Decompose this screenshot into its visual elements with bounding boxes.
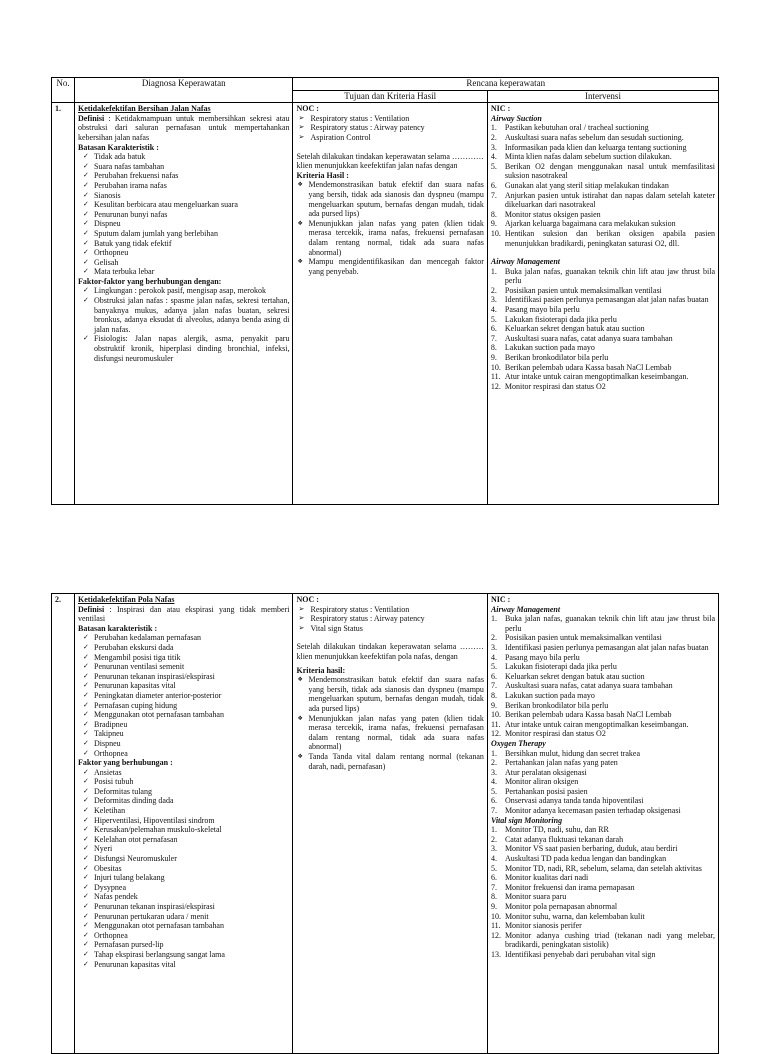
- criteria-item: ❖ Menunjukkan jalan nafas yang paten (klien tidak merasa tercekik, irama nafas, frekuensi pernafasan dalam rentang normal, tidak ada suara nafas abnormal): [296, 714, 483, 752]
- intervention-item-text: Informasikan pada klien dan keluarga tentang suctioning: [504, 142, 687, 152]
- characteristic-item-list: [78, 152, 289, 277]
- item-number: 8.: [490, 690, 497, 700]
- intervention-item-text: Monitor TD, nadi, suhu, dan RR: [504, 825, 609, 835]
- intervention-item-text: Berikan O2 dengan menggunakan nasal untuk memfasilitasi suksion nasotrakeal: [504, 161, 715, 181]
- definition-label: Definisi: [77, 113, 105, 123]
- intervention-item: [491, 825, 715, 835]
- outcome-intro: Setelah dilakukan tindakan keperawatan selama ………klien menunjukkan keefektifan pola nafas, dengan: [296, 642, 484, 661]
- item-number: 5.: [490, 314, 497, 324]
- item-number: 7.: [490, 681, 497, 691]
- intervention-item-list: [491, 749, 715, 816]
- item-number: 9.: [490, 353, 497, 363]
- item-number: 13.: [490, 949, 501, 959]
- item-number: 5.: [490, 786, 497, 796]
- characteristic-item: ✓ Pernafasan cuping hidung: [78, 701, 289, 711]
- intervention-item-text: Berikan pelembab udara Kassa basah NaCl Lembab: [504, 710, 672, 720]
- intervention-item-text: Identifikasi penyebab dari perubahan vital sign: [504, 949, 656, 959]
- intervention-item: [491, 835, 715, 845]
- intervention-item-text: Monitor respirasi dan status O2: [504, 729, 606, 739]
- item-number: 6.: [490, 671, 497, 681]
- definition-text: : Ketidakmampuan untuk membersihkan sekresi atau obstruksi dari saluran pernafasan untuk mempertahankan kebersihan jalan nafas: [77, 113, 290, 142]
- item-number: 5.: [490, 161, 497, 171]
- intervention-item-text: Monitor adanya cushing triad (tekanan nadi yang melebar, bradikardi, peningkatan sistolik): [504, 930, 715, 950]
- related-factor-item: ✓ Obesitas: [78, 864, 289, 874]
- intervention-item-text: Onservasi adanya tanda tanda hipoventilasi: [504, 796, 644, 806]
- characteristic-item: ✓ Peningkatan diameter anterior-posterior: [78, 691, 289, 701]
- item-number: 3.: [490, 844, 497, 854]
- criteria-item: ❖ Mampu mengidentifikasikan dan mencegah faktor yang penyebab.: [296, 257, 483, 276]
- related-factor-item: ✓ Disfungsi Neuromuskuler: [78, 854, 289, 864]
- intervention-item-text: Atur peralatan oksigenasi: [504, 767, 587, 777]
- related-factor-item: ✓ Penurunan kapasitas vital: [78, 960, 289, 970]
- noc-item: ➢ Respiratory status : Airway patency: [296, 614, 483, 624]
- intervention-item-text: Monitor respirasi dan status O2: [504, 381, 606, 391]
- intervention-item: [491, 864, 715, 874]
- diagnosis-title: Ketidakefektifan Bersihan Jalan Nafas: [77, 104, 211, 114]
- intervention-item: [491, 950, 715, 960]
- related-factor-item-list: [78, 768, 289, 969]
- definition-text: : Inspirasi dan atau ekspirasi yang tidak memberi ventilasi: [78, 604, 290, 624]
- item-number: 1.: [490, 748, 497, 758]
- intervention-item-text: Lakukan suction pada mayo: [504, 343, 595, 353]
- characteristic-item-list: [78, 633, 289, 758]
- noc-label: NOC :: [296, 104, 319, 114]
- header-tujuan: Tujuan dan Kriteria Hasil: [293, 90, 487, 103]
- characteristic-item: ✓ Perubahan irama nafas: [78, 181, 289, 191]
- intervention-group-title: Airway Management: [490, 257, 561, 267]
- intervention-item: [491, 681, 715, 691]
- related-factor-item: ✓ Menggunakan otot pernafasan tambahan: [78, 921, 289, 931]
- intervention-item: [491, 653, 715, 663]
- characteristics-label: Batasan Karakteristik :: [77, 142, 159, 152]
- item-number: 1.: [490, 825, 497, 835]
- outcome-cell: [293, 103, 487, 505]
- intervention-item: [491, 787, 715, 797]
- intervention-item: [491, 729, 715, 739]
- diagnosis-cell: [75, 594, 293, 1054]
- item-number: 4.: [490, 777, 497, 787]
- intervention-item-text: Auskultasi suara nafas, catat adanya suara tambahan: [504, 333, 673, 343]
- related-factor-item: ✓ Orthopnea: [78, 931, 289, 941]
- characteristic-item: ✓ Tidak ada batuk: [78, 152, 289, 162]
- item-number: 6.: [490, 873, 497, 883]
- intervention-item-list: [491, 614, 715, 739]
- characteristic-item: ✓ Penurunan ventilasi semenit: [78, 662, 289, 672]
- related-factor-item: ✓ Deformitas tulang: [78, 787, 289, 797]
- intervention-item-text: Atur intake untuk cairan mengoptimalkan keseimbangan.: [504, 719, 689, 729]
- intervention-item: [491, 363, 715, 373]
- intervention-item-text: Catat adanya fluktuasi tekanan darah: [504, 834, 624, 844]
- related-factor-item: ✓ Kerusakan/pelemahan muskulo-skeletal: [78, 825, 289, 835]
- item-number: 4.: [490, 854, 497, 864]
- noc-item: ➢ Aspiration Control: [296, 133, 483, 143]
- item-number: 12.: [490, 381, 501, 391]
- item-number: 12.: [490, 930, 501, 940]
- intervention-item: [491, 229, 715, 248]
- intervention-item: [491, 844, 715, 854]
- related-factor-item: ✓ Tahap ekspirasi berlangsung sangat lama: [78, 950, 289, 960]
- related-factor-item-list: [78, 286, 289, 363]
- characteristic-item: ✓ Penurunan tekanan inspirasi/ekspirasi: [78, 672, 289, 682]
- intervention-item: [491, 758, 715, 768]
- intervention-group-title: Vital sign Monitoring: [490, 815, 563, 825]
- characteristic-item: ✓ Sputum dalam jumlah yang berlebihan: [78, 229, 289, 239]
- intervention-item-text: Monitor VS saat pasien berbaring, duduk, atau berdiri: [504, 844, 678, 854]
- item-number: 8.: [490, 209, 497, 219]
- intervention-item: [491, 883, 715, 893]
- characteristic-item: ✓ Kesulitan berbicara atau mengeluarkan suara: [78, 200, 289, 210]
- related-factor-item: ✓ Obstruksi jalan nafas : spasme jalan nafas, sekresi tertahan, banyaknya mukus, adanya jalan nafas buatan, sekresi bronkus, adanya eksudat di alveolus, adanya benda asing di jalan nafas.: [78, 296, 289, 334]
- header-intervensi: Intervensi: [487, 90, 718, 103]
- intervention-group-title: Airway Suction: [490, 113, 542, 123]
- characteristic-item: ✓ Penurunan kapasitas vital: [78, 681, 289, 691]
- intervention-item: [491, 372, 715, 382]
- related-factor-item: ✓ Pernafasan pursed-lip: [78, 940, 289, 950]
- noc-item: ➢ Respiratory status : Ventilation: [296, 114, 483, 124]
- intervention-item-text: Auskultasi suara nafas sebelum dan sesudah suctioning.: [504, 132, 684, 142]
- intervention-item-text: Pasang mayo bila perlu: [504, 305, 580, 315]
- intervention-item: [491, 701, 715, 711]
- item-number: 4.: [490, 305, 497, 315]
- intervention-item-text: Ajarkan keluarga bagaimana cara melakukan suksion: [504, 219, 676, 229]
- intervention-item-list: [491, 267, 715, 392]
- intervention-item-text: Identifikasi pasien perlunya pemasangan alat jalan nafas buatan: [504, 295, 709, 305]
- item-number: 6.: [490, 796, 497, 806]
- care-plan-table-2: [51, 593, 719, 1054]
- intervention-item: [491, 315, 715, 325]
- characteristic-item: ✓ Sianosis: [78, 191, 289, 201]
- intervention-item-text: Berikan bronkodilator bila perlu: [504, 700, 609, 710]
- criteria-item: ❖ Mendemonstrasikan batuk efektif dan suara nafas yang bersih, tidak ada sianosis dan dyspneu (mampu mengeluarkan sputum, bernafas dengan mudah, tidak ada pursed lips): [296, 675, 483, 713]
- intervention-item-text: Anjurkan pasien untuk istirahat dan napas dalam setelah kateter dikeluarkan dari nasotrakeal: [504, 190, 715, 210]
- header-no: No.: [52, 78, 75, 103]
- intervention-item-text: Pertahankan jalan nafas yang paten: [504, 758, 618, 768]
- related-factors-label: Faktor yang berhubungan :: [78, 758, 173, 768]
- characteristic-item: ✓ Perubahan frekuensi nafas: [78, 171, 289, 181]
- item-number: 10.: [490, 362, 501, 372]
- intervention-item: [491, 267, 715, 286]
- intervention-item-text: Monitor aliran oksigen: [504, 777, 579, 787]
- intervention-item-text: Monitor suhu, warna, dan kelembaban kulit: [504, 911, 645, 921]
- characteristic-item: ✓ Mata terbuka lebar: [78, 267, 289, 277]
- intervention-item: [491, 796, 715, 806]
- intervention-item-text: Lakukan fisioterapi dada jika perlu: [504, 662, 617, 672]
- related-factor-item: ✓ Penurunan pertukaran udara / menit: [78, 912, 289, 922]
- intervention-item-text: Gunakan alat yang steril sitiap melakukan tindakan: [504, 180, 669, 190]
- criteria-item-list: [296, 675, 483, 771]
- intervention-item: [491, 710, 715, 720]
- outcome-intro: Setelah dilakukan tindakan keperawatan selama …………klien menunjukkan keefektifan jalan nafas dengan: [296, 151, 484, 171]
- criteria-item-list: [296, 180, 483, 276]
- intervention-item-text: Keluarkan sekret dengan batuk atau suction: [504, 671, 645, 681]
- nic-label: NIC :: [490, 104, 511, 114]
- intervention-item-text: Monitor adanya kecemasan pasien terhadap oksigenasi: [504, 806, 681, 816]
- intervention-item-text: Auskultasi suara nafas, catat adanya suara tambahan: [504, 681, 673, 691]
- intervention-item: [491, 873, 715, 883]
- item-number: 4.: [490, 152, 497, 162]
- item-number: 8.: [490, 892, 497, 902]
- diagnosis-title: Ketidakefektifan Pola Nafas: [78, 595, 175, 604]
- intervention-item: [491, 691, 715, 701]
- intervention-cell: [487, 594, 718, 1054]
- intervention-item: [491, 633, 715, 643]
- item-number: 10.: [490, 911, 501, 921]
- row-number: 2.: [52, 594, 75, 1054]
- item-number: 9.: [490, 219, 497, 229]
- intervention-item-text: Monitor sianosis perifer: [504, 921, 582, 931]
- intervention-item-text: Bersihkan mulut, hidung dan secret trakea: [504, 748, 641, 758]
- intervention-item-text: Atur intake untuk cairan mengoptimalkan keseimbangan.: [504, 372, 689, 382]
- header-rencana: Rencana keperawatan: [293, 78, 719, 91]
- definition-label: Definisi: [78, 604, 105, 614]
- related-factor-item: ✓ Ansietas: [78, 768, 289, 778]
- characteristic-item: ✓ Bradipneu: [78, 720, 289, 730]
- definition: [78, 605, 289, 624]
- related-factor-item: ✓ Nyeri: [78, 844, 289, 854]
- intervention-item-text: Monitor suara paru: [504, 892, 567, 902]
- spacer: [491, 248, 715, 257]
- intervention-item: [491, 614, 715, 633]
- intervention-item: [491, 643, 715, 653]
- intervention-item-text: Pastikan kebutuhan oral / tracheal suctioning: [504, 123, 649, 133]
- outcome-cell: [293, 594, 487, 1054]
- characteristics-label: Batasan karakteristik :: [78, 623, 158, 633]
- criteria-item: ❖ Tanda Tanda vital dalam rentang normal (tekanan darah, nadi, pernafasan): [296, 752, 483, 771]
- criteria-item: ❖ Menunjukkan jalan nafas yang paten (klien tidak merasa tercekik, irama nafas, frekuensi pernafasan dalam rentang normal, tidak ada suara nafas abnormal): [296, 219, 483, 257]
- characteristic-item: ✓ Batuk yang tidak efektif: [78, 239, 289, 249]
- intervention-item: [491, 162, 715, 181]
- item-number: 9.: [490, 902, 497, 911]
- intervention-item: [491, 931, 715, 950]
- intervention-item: [491, 382, 715, 392]
- intervention-item-text: Monitor TD, nadi, RR, sebelum, selama, dan setelah aktivitas: [504, 863, 702, 873]
- related-factor-item: ✓ Lingkungan : perokok pasif, mengisap asap, merokok: [78, 286, 289, 296]
- intervention-item-text: Auskultasi TD pada kedua lengan dan bandingkan: [504, 854, 667, 864]
- characteristic-item: ✓ Takipneu: [78, 729, 289, 739]
- intervention-item: [491, 720, 715, 730]
- characteristic-item: ✓ Mengambil posisi tiga titik: [78, 653, 289, 663]
- diagnosis-cell: [74, 103, 292, 505]
- intervention-item: [491, 191, 715, 210]
- intervention-item: [491, 286, 715, 296]
- intervention-item: [491, 133, 715, 143]
- item-number: 3.: [490, 142, 497, 152]
- intervention-item: [491, 219, 715, 229]
- item-number: 2.: [490, 285, 497, 295]
- item-number: 2.: [490, 758, 497, 768]
- item-number: 12.: [490, 729, 501, 739]
- item-number: 11.: [490, 372, 501, 382]
- noc-item: ➢ Respiratory status : Airway patency: [296, 123, 483, 133]
- criteria-label: Kriteria Hasil :: [296, 170, 349, 180]
- related-factor-item: ✓ Nafas pendek: [78, 892, 289, 902]
- intervention-item: [491, 343, 715, 353]
- related-factor-item: ✓ Fisiologis: Jalan napas alergik, asma, penyakit paru obstruktif kronik, hiperplasi dinding bronchial, infeksi, disfungsi neuromuskuler: [78, 334, 289, 363]
- spacer: [296, 143, 483, 152]
- intervention-item-text: Berikan bronkodilator bila perlu: [504, 353, 609, 363]
- item-number: 1.: [490, 614, 497, 624]
- characteristic-item: ✓ Penurunan bunyi nafas: [78, 210, 289, 220]
- related-factor-item: ✓ Keletihan: [78, 806, 289, 816]
- intervention-item: [491, 902, 715, 912]
- item-number: 7.: [490, 882, 497, 892]
- intervention-item: [491, 353, 715, 363]
- intervention-item-text: Posisikan pasien untuk memaksimalkan ventilasi: [504, 285, 662, 295]
- related-factors-label: Faktor-faktor yang berhubungan dengan:: [77, 276, 222, 286]
- intervention-item-text: Berikan pelembab udara Kassa basah NaCl Lembab: [504, 362, 672, 372]
- intervention-item-text: Buka jalan nafas, guanakan teknik chin lift atau jaw thrust bila perlu: [504, 266, 715, 286]
- item-number: 11.: [490, 921, 501, 931]
- care-plan-table-1: [51, 77, 719, 505]
- item-number: 7.: [490, 190, 497, 200]
- intervention-item: [491, 334, 715, 344]
- item-number: 2.: [490, 834, 497, 844]
- related-factor-item: ✓ Deformitas dinding dada: [78, 796, 289, 806]
- intervention-item-list: [491, 123, 715, 248]
- intervention-item: [491, 295, 715, 305]
- noc-label: NOC :: [296, 595, 319, 604]
- item-number: 6.: [490, 180, 497, 190]
- item-number: 5.: [490, 662, 497, 672]
- intervention-cell: [487, 103, 718, 505]
- item-number: 2.: [490, 132, 497, 142]
- intervention-item: [491, 152, 715, 162]
- table-row: [52, 103, 719, 505]
- item-number: 6.: [490, 324, 497, 334]
- intervention-item: [491, 662, 715, 672]
- noc-item-list: [296, 605, 483, 634]
- intervention-item-text: Monitor frekuensi dan irama pernapasan: [504, 882, 635, 892]
- nic-label: NIC :: [490, 595, 511, 604]
- intervention-item: [491, 324, 715, 334]
- item-number: 10.: [490, 228, 501, 238]
- characteristic-item: ✓ Perubahan kedalaman pernafasan: [78, 633, 289, 643]
- noc-item: ➢ Respiratory status : Ventilation: [296, 605, 483, 615]
- item-number: 11.: [490, 719, 501, 729]
- intervention-item-text: Monitor pola pernapasan abnormal: [504, 902, 618, 911]
- characteristic-item: ✓ Gelisah: [78, 258, 289, 268]
- related-factor-item: ✓ Dysypnea: [78, 883, 289, 893]
- characteristic-item: ✓ Perubahan ekskursi dada: [78, 643, 289, 653]
- intervention-item: [491, 305, 715, 315]
- definition: [78, 114, 289, 143]
- intervention-item: [491, 892, 715, 902]
- intervention-item: [491, 181, 715, 191]
- item-number: 4.: [490, 652, 497, 662]
- intervention-item: [491, 672, 715, 682]
- item-number: 3.: [490, 767, 497, 777]
- criteria-item: ❖ Mendemonstrasikan batuk efektif dan suara nafas yang bersih, tidak ada sianosis dan dyspneu (mampu mengeluarkan sputum, bernafas dengan mudah, tidak ada pursed lips): [296, 180, 483, 218]
- related-factor-item: ✓ Posisi tubuh: [78, 777, 289, 787]
- intervention-item: [491, 912, 715, 922]
- noc-item-list: [296, 114, 483, 143]
- item-number: 7.: [490, 806, 497, 816]
- characteristic-item: ✓ Orthopnea: [78, 749, 289, 759]
- intervention-item-text: Keluarkan sekret dengan batuk atau suction: [504, 324, 645, 334]
- table-row: [52, 594, 719, 1054]
- intervention-item-text: Pasang mayo bila perlu: [504, 652, 580, 662]
- intervention-item: [491, 777, 715, 787]
- intervention-group-title: Airway Management: [490, 604, 561, 614]
- header-diagnosa: Diagnosa Keperawatan: [74, 78, 292, 103]
- related-factor-item: ✓ Kelelahan otot pernafasan: [78, 835, 289, 845]
- intervention-item-text: Minta klien nafas dalam sebelum suction dilakukan.: [504, 152, 672, 162]
- intervention-item-text: Posisikan pasien untuk memaksimalkan ventilasi: [504, 633, 662, 643]
- item-number: 8.: [490, 343, 497, 353]
- noc-item: ➢ Vital sign Status: [296, 624, 483, 634]
- item-number: 1.: [490, 123, 497, 133]
- characteristic-item: ✓ Suara nafas tambahan: [78, 162, 289, 172]
- item-number: 5.: [490, 863, 497, 873]
- item-number: 3.: [490, 642, 497, 652]
- intervention-group-title: Oxygen Therapy: [490, 738, 546, 748]
- characteristic-item: ✓ Dispneu: [78, 219, 289, 229]
- spacer: [296, 633, 483, 642]
- intervention-item: [491, 806, 715, 816]
- criteria-label: Kriteria hasil:: [296, 665, 346, 675]
- item-number: 9.: [490, 700, 497, 710]
- characteristic-item: ✓ Dispneu: [78, 739, 289, 749]
- intervention-item-list: [491, 825, 715, 959]
- related-factor-item: ✓ Penurunan tekanan inspirasi/ekspirasi: [78, 902, 289, 912]
- intervention-item-text: Lakukan fisioterapi dada jika perlu: [504, 314, 617, 324]
- item-number: 3.: [490, 295, 497, 305]
- intervention-item-text: Identifikasi pasien perlunya pemasangan alat jalan nafas buatan: [504, 642, 709, 652]
- intervention-item: [491, 749, 715, 759]
- item-number: 7.: [490, 333, 497, 343]
- row-number: 1.: [52, 103, 75, 505]
- characteristic-item: ✓ Menggunakan otot pernafasan tambahan: [78, 710, 289, 720]
- intervention-item: [491, 854, 715, 864]
- intervention-item: [491, 210, 715, 220]
- item-number: 1.: [490, 266, 497, 276]
- characteristic-item: ✓ Orthopneu: [78, 248, 289, 258]
- intervention-item: [491, 921, 715, 931]
- related-factor-item: ✓ Injuri tulang belakang: [78, 873, 289, 883]
- intervention-item: [491, 143, 715, 153]
- related-factor-item: ✓ Hiperventilasi, Hipoventilasi sindrom: [78, 816, 289, 826]
- intervention-item-text: Pertahankan posisi pasien: [504, 786, 588, 796]
- intervention-item-text: Monitor status oksigen pasien: [504, 209, 601, 219]
- intervention-item-text: Monitor kualitas dari nadi: [504, 873, 589, 883]
- intervention-item-text: Lakukan suction pada mayo: [504, 690, 595, 700]
- intervention-item-text: Buka jalan nafas, guanakan teknik chin lift atau jaw thrust bila perlu: [504, 614, 715, 633]
- intervention-item: [491, 123, 715, 133]
- intervention-item: [491, 768, 715, 778]
- item-number: 2.: [490, 633, 497, 643]
- intervention-item-text: Hentikan suksion dan berikan oksigen apabila pasien menunjukkan bradikardi, peningkatan saturasi O2, dll.: [504, 228, 715, 248]
- item-number: 10.: [490, 710, 501, 720]
